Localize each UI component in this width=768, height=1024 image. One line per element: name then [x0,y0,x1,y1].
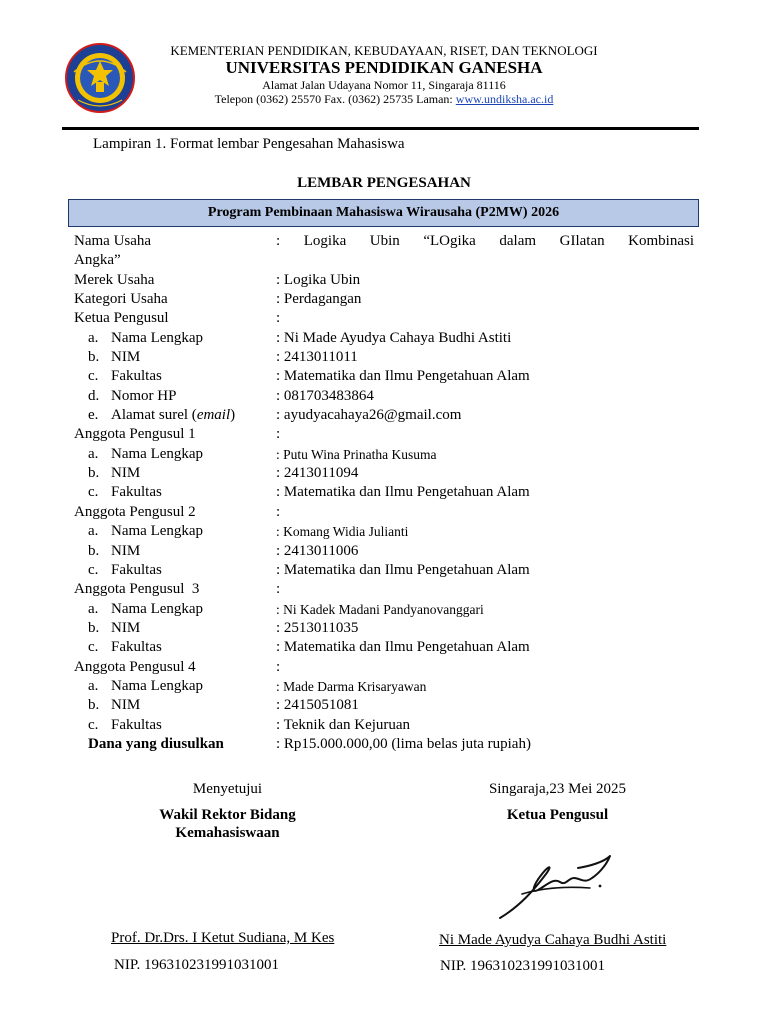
member-label: Anggota Pengusul 3 [74,581,200,598]
brand-value: : Logika Ubin [276,271,361,288]
member-field-row [74,522,694,541]
field-marker: a. [88,445,99,462]
contact-text: Telepon (0362) 25570 Fax. (0362) 25735 Laman: [214,92,456,106]
brand-row [74,271,694,290]
approver-role-line1: Wakil Rektor Bidang [159,807,296,823]
field-label: Nama Lengkap [111,329,204,346]
field-value: : Made Darma Krisaryawan [276,678,427,694]
university-name: UNIVERSITAS PENDIDIKAN GANESHA [225,58,543,77]
field-value: : 2415051081 [276,697,359,714]
field-label: Fakultas [111,639,162,656]
program-banner: Program Pembinaan Mahasiswa Wirausaha (P2MW) 2026 [68,199,699,227]
member-header-row [74,503,694,522]
field-marker: c. [88,716,99,733]
field-value: : Matematika dan Ilmu Pengetahuan Alam [276,368,530,385]
approver-name: Prof. Dr.Drs. I Ketut Sudiana, M Kes [111,930,335,946]
university-address: Alamat Jalan Udayana Nomor 11, Singaraja 81116 [262,78,506,92]
member-header-row [74,580,694,599]
leader-nip: NIP. 196310231991031001 [440,958,606,974]
member-field-row [74,716,694,735]
field-label-italic: email [196,407,231,424]
field-value: : 081703483864 [276,387,374,404]
member-field-row [74,561,694,580]
place-date: Singaraja,23 Mei 2025 [488,781,627,797]
field-marker: b. [88,697,100,714]
business-name-value-line2: Angka” [74,252,121,269]
business-name-row [74,232,694,251]
funding-value: : Rp15.000.000,00 (lima belas juta rupiah) [276,735,531,752]
leader-field-row [74,329,694,348]
member-field-row [74,464,694,483]
website-link[interactable]: www.undiksha.ac.id [455,92,554,106]
field-label: Nama Lengkap [111,677,204,694]
page-title: LEMBAR PENGESAHAN [297,175,471,191]
field-value: : Teknik dan Kejuruan [276,716,411,733]
field-value: : Putu Wina Prinatha Kusuma [276,446,437,462]
field-label: Nama Lengkap [111,523,204,540]
field-marker: d. [88,387,100,404]
field-value: : Ni Made Ayudya Cahaya Budhi Astiti [276,329,512,346]
leader-colon: : [276,310,281,327]
category-value: : Perdagangan [276,291,362,308]
approver-nip: NIP. 196310231991031001 [114,957,280,973]
funding-row [74,735,694,754]
leader-name: Ni Made Ayudya Cahaya Budhi Astiti [439,932,667,948]
ministry-name: KEMENTERIAN PENDIDIKAN, KEBUDAYAAN, RISET, DAN TEKNOLOGI [170,43,598,58]
field-marker: a. [88,600,99,617]
field-value: : 2513011035 [276,619,359,636]
member-colon: : [276,426,281,443]
header-divider [62,127,699,130]
member-colon: : [276,581,281,598]
leader-role: Ketua Pengusul [506,807,609,823]
leader-field-row [74,387,694,406]
member-colon: : [276,503,281,520]
field-value: : Komang Widia Julianti [276,524,409,540]
field-marker: c. [88,639,99,656]
field-marker: c. [88,484,99,501]
brand-label: Merek Usaha [74,271,155,288]
field-value: : 2413011011 [276,349,358,366]
member-field-row [74,542,694,561]
field-value: : Ni Kadek Madani Pandyanovanggari [276,601,484,617]
field-label: Fakultas [111,716,162,733]
member-field-row [74,483,694,502]
category-label: Kategori Usaha [74,291,168,308]
field-label: Alamat surel ( [111,407,197,424]
field-marker: b. [88,349,100,366]
field-label: Fakultas [111,368,162,385]
field-value: : Matematika dan Ilmu Pengetahuan Alam [276,639,530,656]
field-label-end: ) [230,407,236,424]
field-label: Nama Lengkap [111,445,204,462]
field-marker: b. [88,619,100,636]
field-label: Nomor HP [111,387,177,404]
member-header-row [74,425,694,444]
field-value: : ayudyacahaya26@gmail.com [276,407,462,424]
member-label: Anggota Pengusul 4 [74,658,196,675]
field-value: : Matematika dan Ilmu Pengetahuan Alam [276,561,530,578]
member-field-row [74,696,694,715]
member-field-row [74,619,694,638]
member-label: Anggota Pengusul 1 [74,426,196,443]
member-field-row [74,638,694,657]
category-row [74,290,694,309]
leader-field-row [74,348,694,367]
field-value: : 2413011094 [276,465,359,482]
member-label: Anggota Pengusul 2 [74,503,196,520]
business-name-label: Nama Usaha [74,233,152,249]
field-marker: a. [88,523,99,540]
member-colon: : [276,658,281,675]
field-marker: c. [88,368,99,385]
approval-form [74,232,694,754]
field-label: Fakultas [111,484,162,501]
field-marker: c. [88,561,99,578]
field-label: Nama Lengkap [111,600,204,617]
field-value: : 2413011006 [276,542,359,559]
member-header-row [74,658,694,677]
member-field-row [74,445,694,464]
leader-header-row [74,309,694,328]
field-label: NIM [111,349,141,366]
university-contact [120,92,648,107]
field-value: : Matematika dan Ilmu Pengetahuan Alam [276,484,530,501]
field-label: NIM [111,465,141,482]
field-label: NIM [111,619,141,636]
approver-role-line2: Kemahasiswaan [175,825,280,841]
field-label: NIM [111,697,141,714]
business-name-continued [74,251,694,270]
field-marker: b. [88,542,100,559]
field-label: Fakultas [111,561,162,578]
approval-heading: Menyetujui [192,781,263,797]
member-field-row [74,600,694,619]
field-label: NIM [111,542,141,559]
business-name-value: : Logika Ubin “LOgika dalam GIlatan Kombinasi [276,233,694,249]
field-marker: e. [88,407,99,424]
field-marker: a. [88,329,99,346]
member-field-row [74,677,694,696]
leader-field-row [74,367,694,386]
handwritten-signature [494,848,619,928]
attachment-caption: Lampiran 1. Format lembar Pengesahan Mahasiswa [93,136,405,152]
funding-label: Dana yang diusulkan [88,735,224,752]
field-marker: b. [88,465,100,482]
leader-label: Ketua Pengusul [74,310,169,327]
leader-field-row [74,406,694,425]
field-marker: a. [88,677,99,694]
